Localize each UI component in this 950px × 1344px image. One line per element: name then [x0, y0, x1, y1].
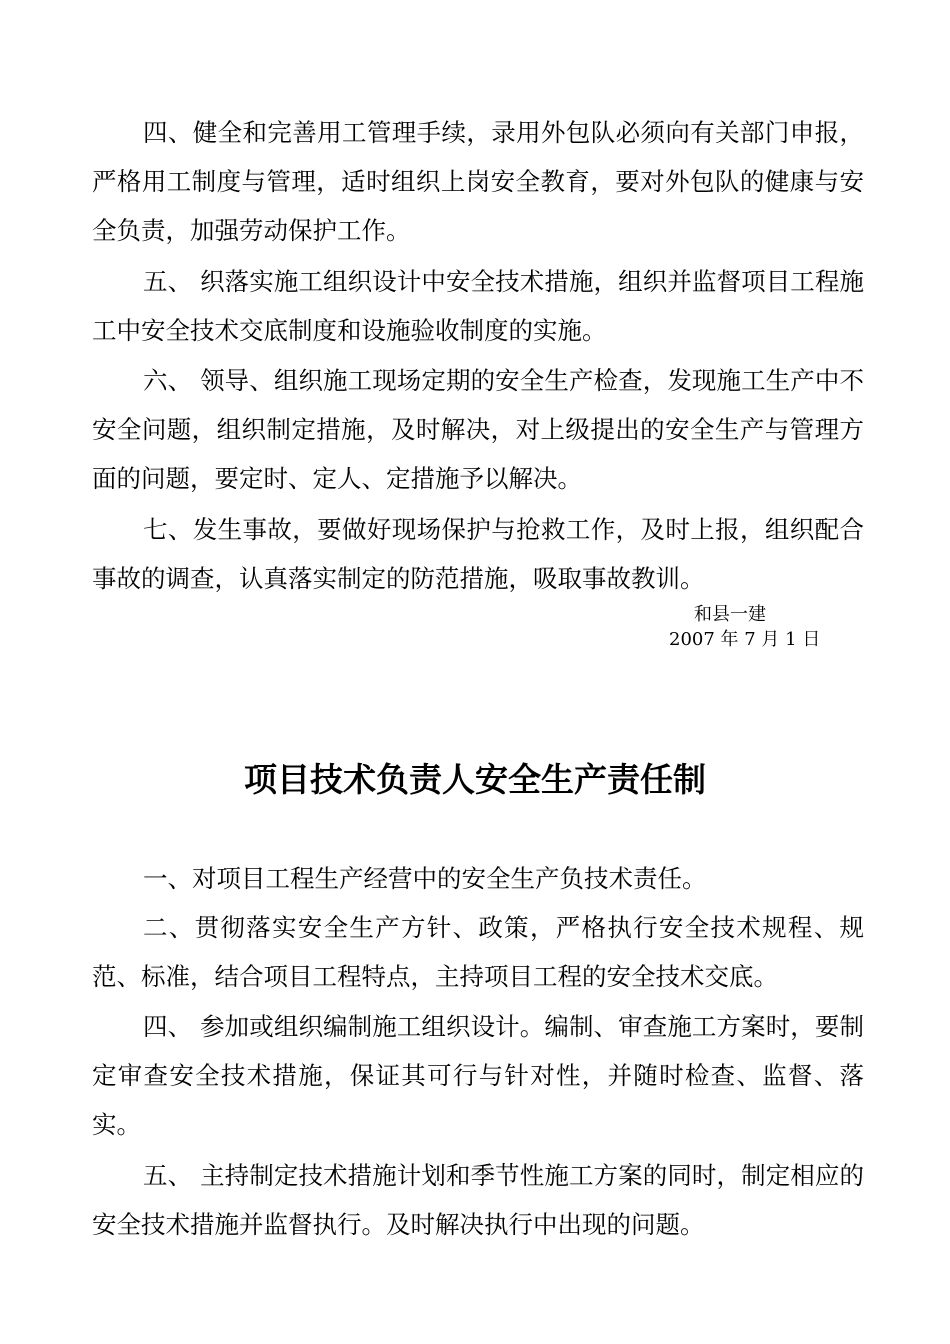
paragraph-implement-policies: 二、贯彻落实安全生产方针、政策，严格执行安全技术规程、规范、标准，结合项目工程特点，主持项目工程的安全技术交底。 [92, 913, 864, 991]
paragraph-construction-design-safety: 五、 织落实施工组织设计中安全技术措施，组织并监督项目工程施工中安全技术交底制度和设施验收制度的实施。 [92, 267, 864, 345]
paragraph-accident-handling: 七、发生事故，要做好现场保护与抢救工作，及时上报，组织配合事故的调查，认真落实制定的防范措施，吸取事故教训。 [92, 515, 864, 593]
paragraph-technical-responsibility: 一、对项目工程生产经营中的安全生产负技术责任。 [143, 864, 707, 893]
paragraph-seasonal-measures: 五、 主持制定技术措施计划和季节性施工方案的同时，制定相应的安全技术措施并监督执行。及时解决执行中出现的问题。 [92, 1161, 864, 1239]
signature-date: 2007 年 7 月 1 日 [669, 629, 821, 650]
signature-organization: 和县一建 [694, 604, 766, 625]
paragraph-labor-management: 四、健全和完善用工管理手续，录用外包队必须向有关部门申报，严格用工制度与管理，适时组织上岗安全教育，要对外包队的健康与安全负责，加强劳动保护工作。 [92, 118, 864, 245]
paragraph-construction-plan: 四、 参加或组织编制施工组织设计。编制、审查施工方案时，要制定审查安全技术措施，保证其可行与针对性，并随时检查、监督、落实。 [92, 1012, 864, 1139]
section-title: 项目技术负责人安全生产责任制 [244, 760, 706, 799]
paragraph-safety-inspection: 六、 领导、组织施工现场定期的安全生产检查，发现施工生产中不安全问题，组织制定措施，及时解决，对上级提出的安全生产与管理方面的问题，要定时、定人、定措施予以解决。 [92, 366, 864, 493]
